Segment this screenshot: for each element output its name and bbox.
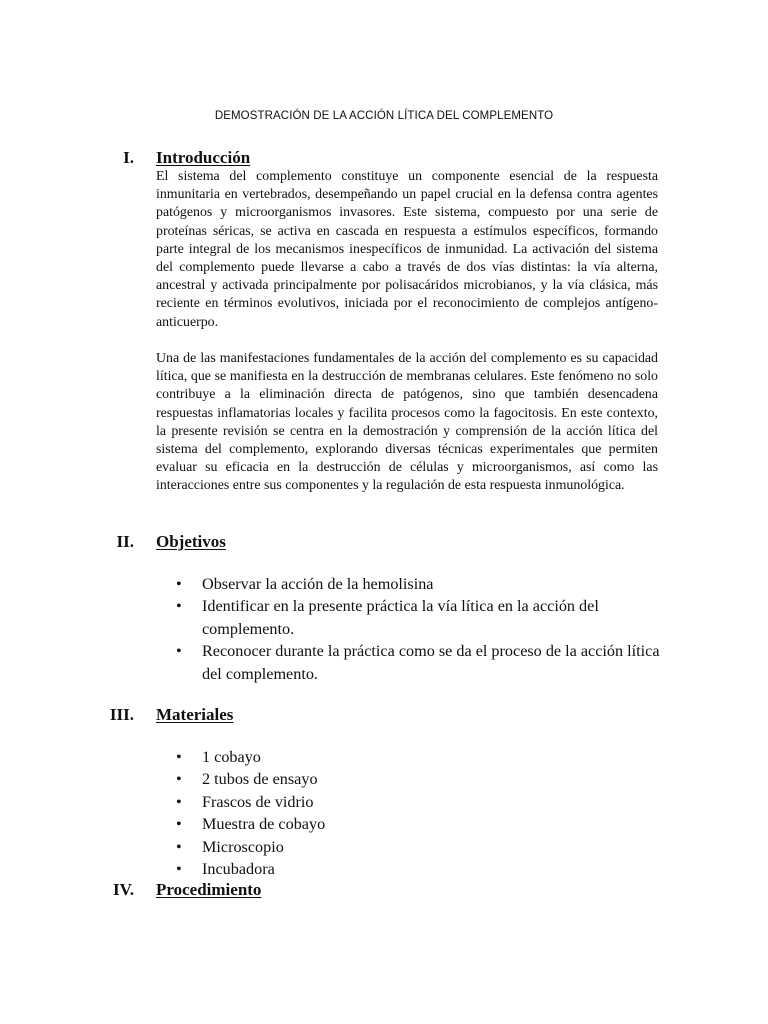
list-item-text: 1 cobayo [202,748,261,766]
bullet-icon: • [176,770,182,789]
bullet-icon: • [176,837,182,856]
bullet-icon: • [176,597,182,616]
list-item [156,640,666,685]
bullet-icon: • [176,792,182,811]
list-item [156,595,666,640]
section-1-numeral: I. [123,148,134,167]
bullet-icon: • [176,575,182,593]
list-item-text: Reconocer durante la práctica como se da el proceso de la acción lítica del complemento. [202,642,660,683]
section-3-numeral: III. [109,705,134,724]
bullet-icon: • [176,642,182,661]
section-2-numeral: II. [116,532,134,551]
list-item-text: Incubadora [202,860,275,879]
bullet-icon: • [176,860,182,879]
section-2-heading: Objetivos [156,532,226,551]
materials-list [156,746,666,880]
section-1-heading: Introducción [156,148,251,167]
list-item [156,573,666,595]
list-item-text: Microscopio [202,837,284,856]
list-item-text: Observar la acción de la hemolisina [202,575,434,593]
bullet-icon: • [176,748,182,766]
list-item [156,746,666,768]
list-item [156,858,666,880]
list-item-text: Identificar en la presente práctica la vía lítica en la acción del complemento. [202,597,599,638]
list-item [156,836,666,858]
list-item-text: 2 tubos de ensayo [202,770,318,789]
intro-paragraph-2: Una de las manifestaciones fundamentales de la acción del complemento es su capacidad lítica, que se manifiesta en la destrucción de membranas celulares. Este fenómeno no solo contribuye a la eliminación directa de patógenos, sino que también desencadena respuestas inflamatorias locales y facilita procesos como la fagocitosis. En este contexto, la presente revisión se centra en la demostración y comprensión de la acción lítica del sistema del complemento, explorando diversas técnicas experimentales que permiten evaluar su eficacia en la destrucción de células y microorganismos, así como las interacciones entre sus componentes y la regulación de esta respuesta inmunológica. [156,351,658,494]
list-item-text: Muestra de cobayo [202,815,326,834]
bullet-icon: • [176,815,182,834]
section-4-numeral: IV. [113,880,134,899]
section-4-heading: Procedimiento [156,880,262,899]
list-item [156,813,666,835]
list-item [156,791,666,813]
intro-paragraph-1: El sistema del complemento constituye un componente esencial de la respuesta inmunitaria en vertebrados, desempeñando un papel crucial en la defensa contra agentes patógenos y microorganismos invasores. Este sistema, compuesto por una serie de proteínas séricas, se activa en cascada en respuesta a estímulos específicos, formando parte integral de los mecanismos inespecíficos de inmunidad. La activación del sistema del complemento puede llevarse a cabo a través de dos vías distintas: la vía alterna, ancestral y activada principalmente por polisacáridos microbianos, y la vía clásica, más reciente en términos evolutivos, iniciada por el reconocimiento de complejos antígeno-anticuerpo. [156,169,658,330]
document-title: DEMOSTRACIÓN DE LA ACCIÓN LÍTICA DEL COMPLEMENTO [214,110,554,122]
section-3-heading: Materiales [156,705,234,724]
list-item-text: Frascos de vidrio [202,792,314,811]
objectives-list [156,573,666,685]
list-item [156,768,666,790]
